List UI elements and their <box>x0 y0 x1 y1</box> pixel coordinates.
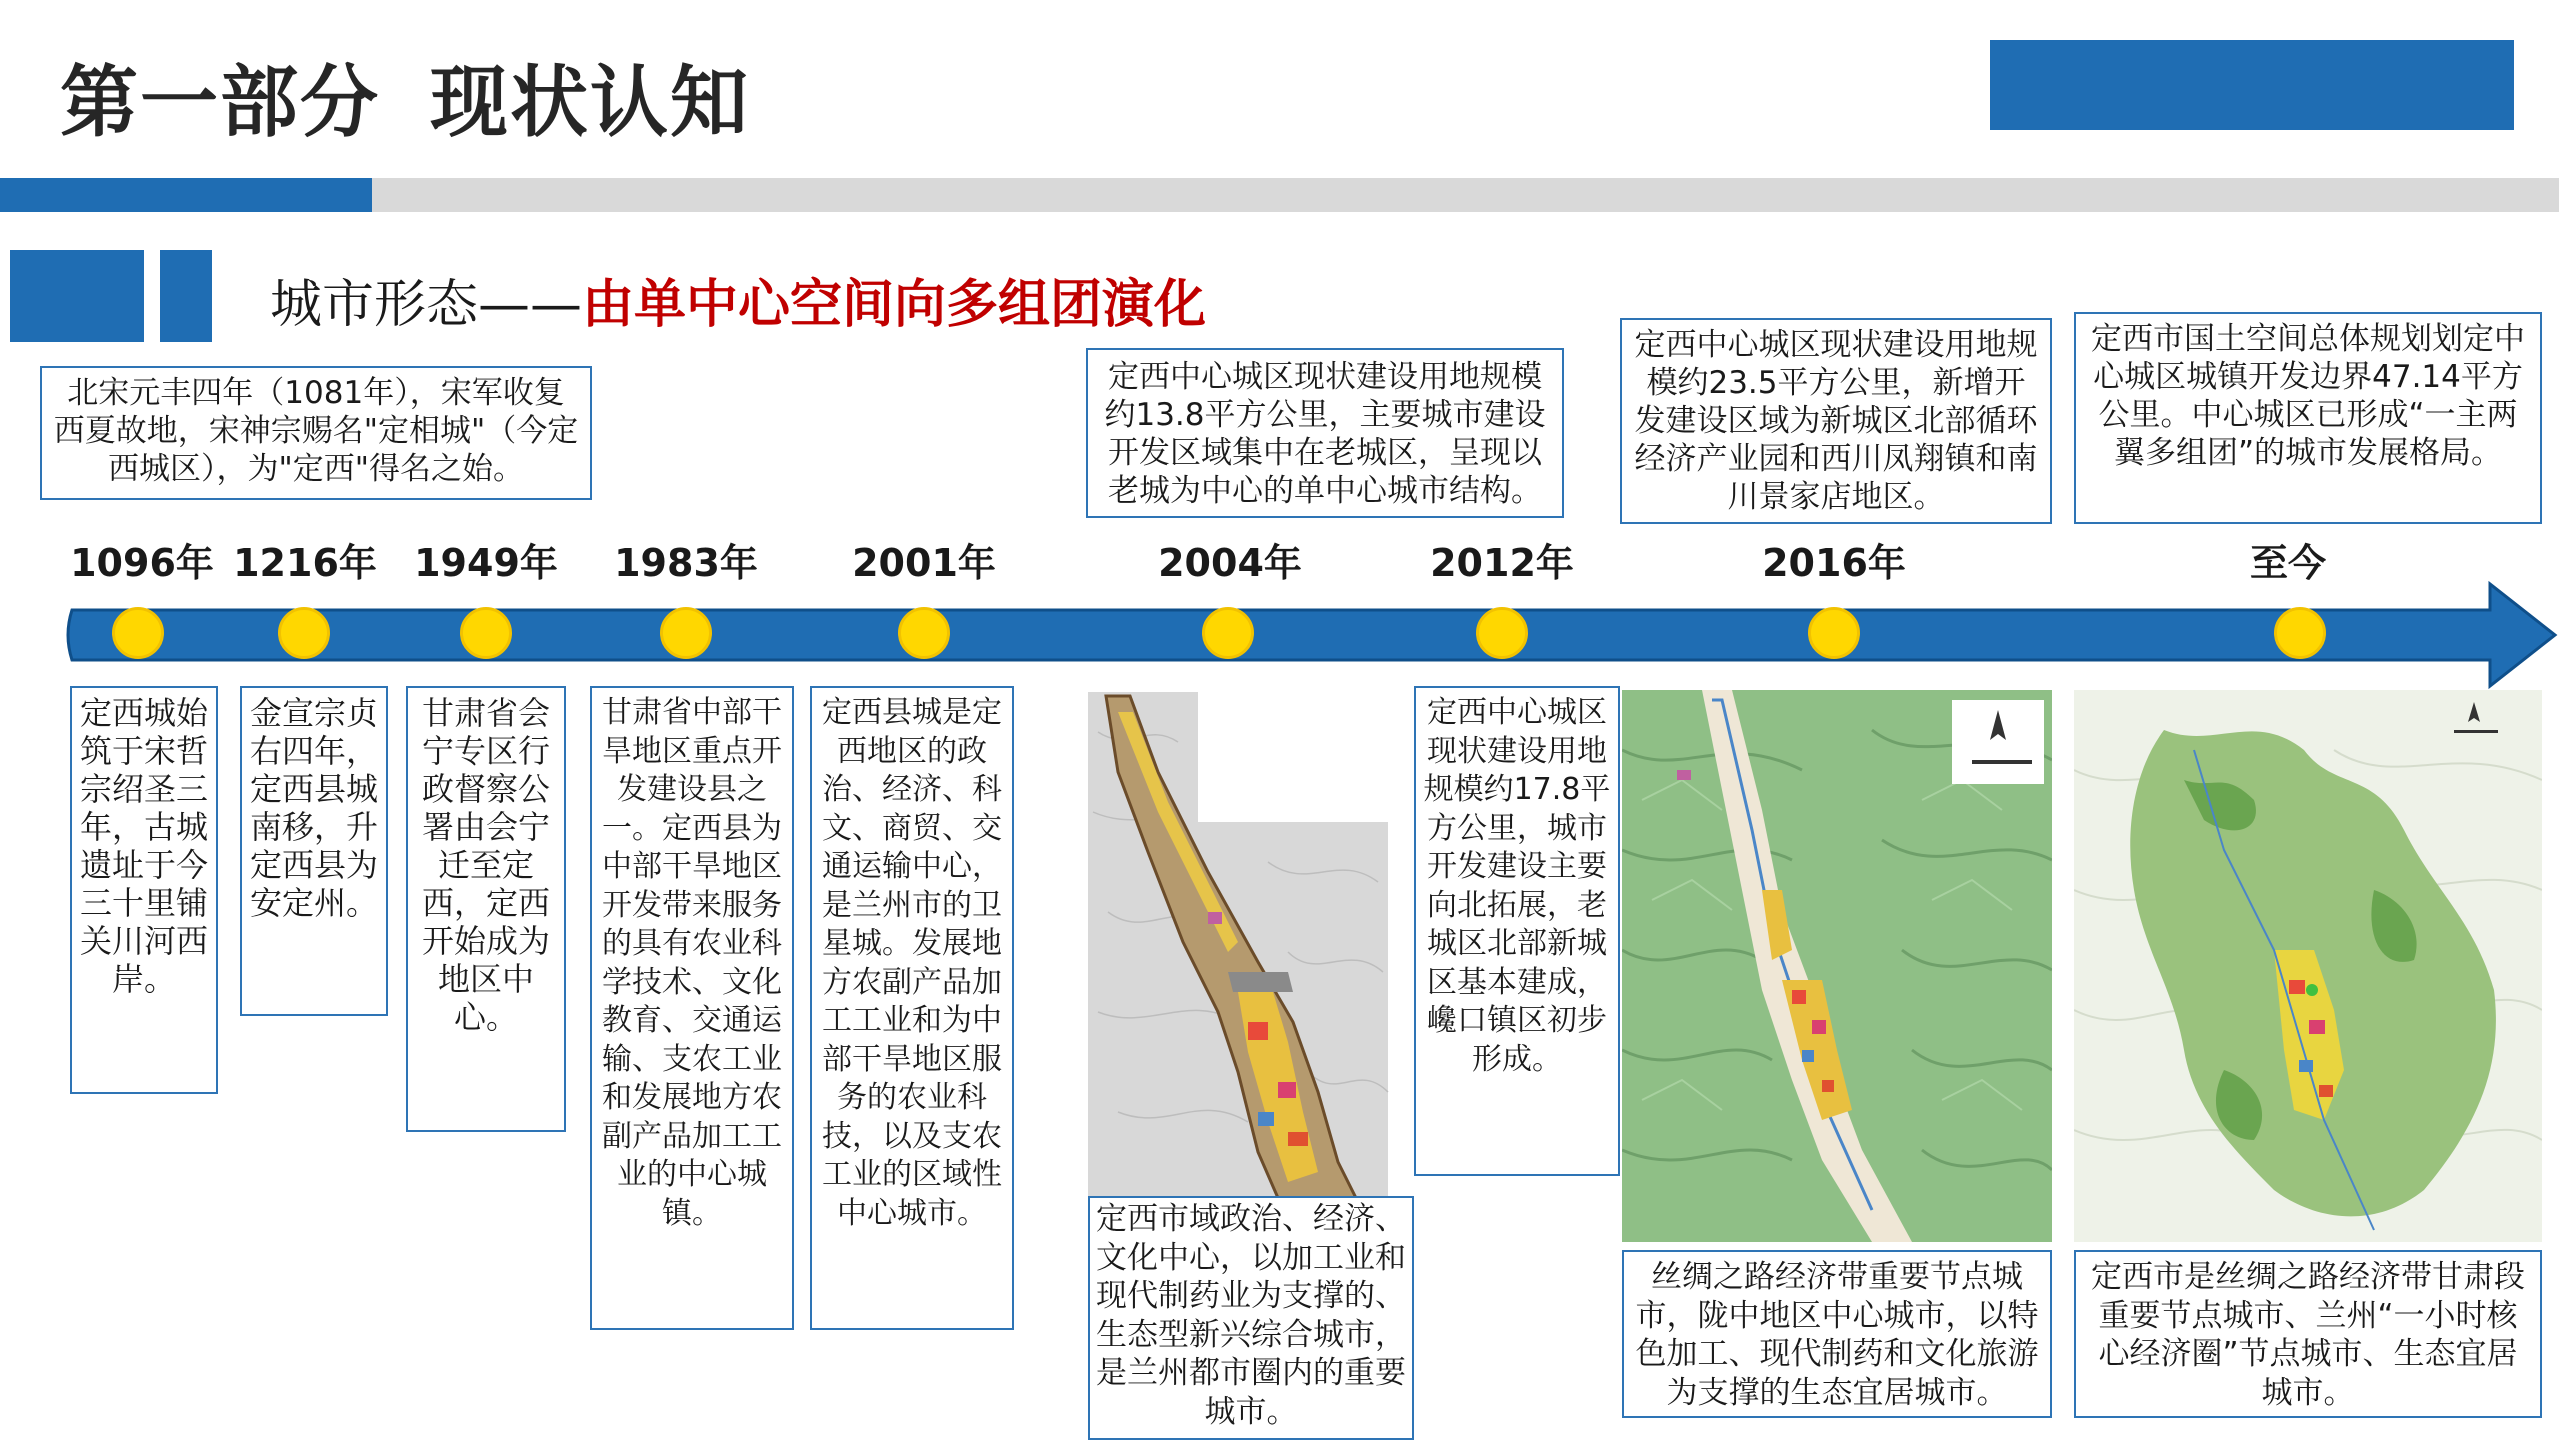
map-2016-graphic <box>1622 690 2052 1242</box>
map-2004 <box>1088 692 1402 1198</box>
note-2004-top: 定西中心城区现状建设用地规模约13.8平方公里，主要城市建设开发区域集中在老城区，呈现以老城为中心的单中心城市结构。 <box>1086 348 1564 518</box>
note-2004-bottom: 定西市域政治、经济、文化中心，以加工业和现代制药业为支撑的、生态型新兴综合城市，是兰州都市圈内的重要城市。 <box>1088 1196 1414 1440</box>
section-title <box>270 262 1206 337</box>
note-now-bottom: 定西市是丝绸之路经济带甘肃段重要节点城市、兰州“一小时核心经济圈”节点城市、生态宜居城市。 <box>2074 1250 2542 1418</box>
title-name: 现状认知 <box>430 58 751 148</box>
map-2004-graphic <box>1088 692 1402 1198</box>
header-band <box>0 178 2559 212</box>
milestone-dot-2012 <box>1476 607 1528 659</box>
section-title-highlight: 由单中心空间向多组团演化 <box>582 275 1207 335</box>
year-label-2016: 2016年 <box>1762 541 1906 585</box>
milestone-dot-1983 <box>660 607 712 659</box>
year-label-1216: 1216年 <box>233 541 377 585</box>
header-band-accent <box>0 178 372 212</box>
milestone-dot-2004 <box>1202 607 1254 659</box>
map-now <box>2074 690 2542 1242</box>
header-accent-block <box>1990 40 2514 130</box>
year-label-2004: 2004年 <box>1158 541 1302 585</box>
note-1949: 甘肃省会宁专区行政督察公署由会宁迁至定西，定西开始成为地区中心。 <box>406 686 566 1132</box>
year-label-1096: 1096年 <box>70 541 214 585</box>
milestone-dot-2001 <box>898 607 950 659</box>
note-song-dynasty: 北宋元丰四年（1081年），宋军收复西夏故地，宋神宗赐名"定相城"（今定西城区），为"定西"得名之始。 <box>40 366 592 500</box>
note-1096: 定西城始筑于宋哲宗绍圣三年，古城遗址于今三十里铺关川河西岸。 <box>70 686 218 1094</box>
note-1983: 甘肃省中部干旱地区重点开发建设县之一。定西县为中部干旱地区开发带来服务的具有农业科学技术、文化教育、交通运输、支农工业和发展地方农副产品加工工业的中心城镇。 <box>590 686 794 1330</box>
milestone-dot-1096 <box>112 607 164 659</box>
milestone-dot-1216 <box>278 607 330 659</box>
note-2012: 定西中心城区现状建设用地规模约17.8平方公里，城市开发建设主要向北拓展，老城区北部新城区基本建成，巉口镇区初步形成。 <box>1414 686 1620 1176</box>
milestone-dot-2016 <box>1808 607 1860 659</box>
year-label-2012: 2012年 <box>1430 541 1574 585</box>
note-2016-top: 定西中心城区现状建设用地规模约23.5平方公里，新增开发建设区域为新城区北部循环经济产业园和西川凤翔镇和南川景家店地区。 <box>1620 318 2052 524</box>
year-label-2001: 2001年 <box>852 541 996 585</box>
note-2001: 定西县城是定西地区的政治、经济、科文、商贸、交通运输中心，是兰州市的卫星城。发展地方农副产品加工工业和为中部干旱地区服务的农业科技，以及支农工业的区域性中心城市。 <box>810 686 1014 1330</box>
milestone-dot-1949 <box>460 607 512 659</box>
note-1216: 金宣宗贞右四年，定西县城南移，升定西县为安定州。 <box>240 686 388 1016</box>
section-marker-large <box>10 250 144 342</box>
year-label-now: 至今 <box>2249 541 2327 585</box>
milestone-dot-now <box>2274 607 2326 659</box>
section-title-prefix: 城市形态—— <box>270 275 583 335</box>
note-now-top: 定西市国土空间总体规划划定中心城区城镇开发边界47.14平方公里。中心城区已形成“一主两翼多组团”的城市发展格局。 <box>2074 312 2542 524</box>
timeline-arrow <box>60 580 2559 690</box>
page-title <box>60 40 750 152</box>
map-now-graphic <box>2074 690 2542 1242</box>
year-label-1949: 1949年 <box>414 541 558 585</box>
title-part: 第一部分 <box>60 58 381 148</box>
year-label-1983: 1983年 <box>614 541 758 585</box>
map-2016 <box>1622 690 2052 1242</box>
section-marker-small <box>160 250 212 342</box>
note-2016-bottom: 丝绸之路经济带重要节点城市，陇中地区中心城市，以特色加工、现代制药和文化旅游为支撑的生态宜居城市。 <box>1622 1250 2052 1418</box>
